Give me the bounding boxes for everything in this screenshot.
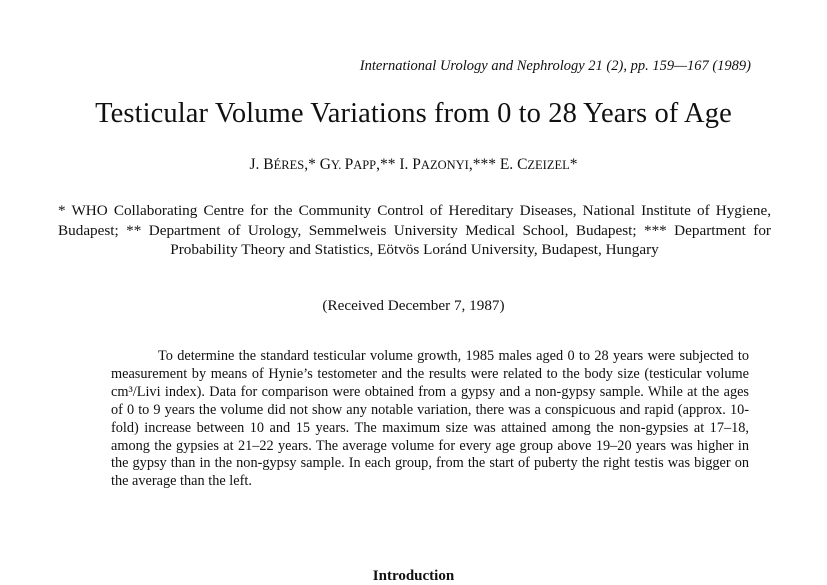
abstract: To determine the standard testicular volume growth, 1985 males aged 0 to 28 years were subjected to measurement by means of Hynie’s testometer and the results were related to the body size (testicular volume cm³/Livi index). Data for comparison were obtained from a gypsy and a non-gypsy sample. While at the ages of 0 to 9 years the volume did not show any notable variation, there was a conspicuous and rapid (approx. 10-fold) increase between 10 and 15 years. The maximum size was attained among the non-gypsies at 17–18, among the gypsies at 21–22 years. The average volume for every age group above 19–20 years was higher in the gypsy than in the non-gypsy sample. In each group, from the start of puberty the right testis was bigger on the average than the left. — [111, 348, 749, 490]
author-1: J. BÉRES,* — [249, 156, 320, 173]
author-2: GY. PAPP,** — [319, 156, 400, 173]
author-list — [0, 156, 827, 174]
journal-citation: International Urology and Nephrology 21 (2), pp. 159—167 (1989) — [359, 58, 751, 74]
paper-title: Testicular Volume Variations from 0 to 28 Years of Age — [95, 98, 732, 129]
affiliations: * WHO Collaborating Centre for the Community Control of Hereditary Diseases, National Institute of Hygiene, Budapest; ** Department of Urology, Semmelweis University Medical School, Budapest; *** Department for Probability Theory and Statistics, Eötvös Loránd University, Budapest, Hungary — [58, 202, 771, 258]
received-date: (Received December 7, 1987) — [322, 297, 505, 314]
author-3: I. PAZONYI,*** — [399, 156, 500, 173]
author-4: E. CZEIZEL* — [499, 156, 578, 173]
section-heading-introduction: Introduction — [372, 568, 455, 584]
